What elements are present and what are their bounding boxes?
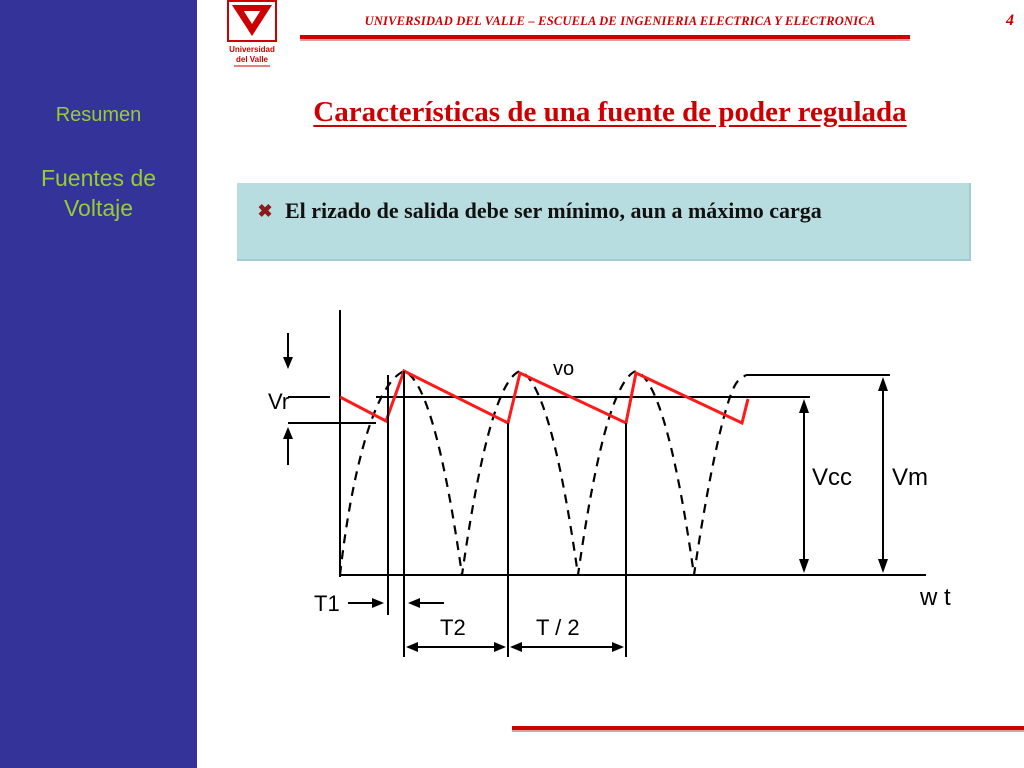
bullet-callout bbox=[237, 183, 971, 261]
sidebar-item-fuentes-de-voltaje[interactable] bbox=[0, 163, 197, 223]
footer-divider bbox=[512, 726, 1024, 732]
label-vo: vo bbox=[553, 358, 575, 380]
bullet-item bbox=[245, 195, 935, 227]
label-vr: Vr bbox=[268, 389, 290, 414]
logo-text-line1: Universidad bbox=[229, 45, 275, 54]
slide-title: Características de una fuente de poder regulada bbox=[313, 96, 907, 128]
label-t2: T2 bbox=[440, 615, 466, 640]
header-institution: UNIVERSIDAD DEL VALLE – ESCUELA DE INGENIERIA ELECTRICA Y ELECTRONICA bbox=[364, 14, 876, 28]
page-number: 4 bbox=[1006, 12, 1014, 29]
bullet-text: El rizado de salida debe ser mínimo, aun a máximo carga bbox=[285, 198, 822, 223]
university-logo bbox=[226, 0, 278, 74]
sidebar-item-label-line2: Voltaje bbox=[63, 195, 134, 221]
label-t1: T1 bbox=[314, 591, 340, 616]
label-t-half: T / 2 bbox=[536, 615, 580, 640]
label-vm: Vm bbox=[892, 464, 928, 491]
logo-text-line2: del Valle bbox=[235, 55, 269, 64]
sidebar bbox=[0, 0, 197, 768]
label-vcc: Vcc bbox=[812, 464, 853, 491]
bullet-x-icon: ✖ bbox=[257, 201, 273, 221]
sidebar-item-label-line1: Fuentes de bbox=[40, 165, 157, 191]
header-divider bbox=[300, 35, 910, 41]
label-wt: w t bbox=[920, 584, 951, 611]
ripple-waveform-diagram bbox=[268, 305, 973, 675]
sidebar-item-resumen[interactable]: Resumen bbox=[55, 104, 142, 126]
